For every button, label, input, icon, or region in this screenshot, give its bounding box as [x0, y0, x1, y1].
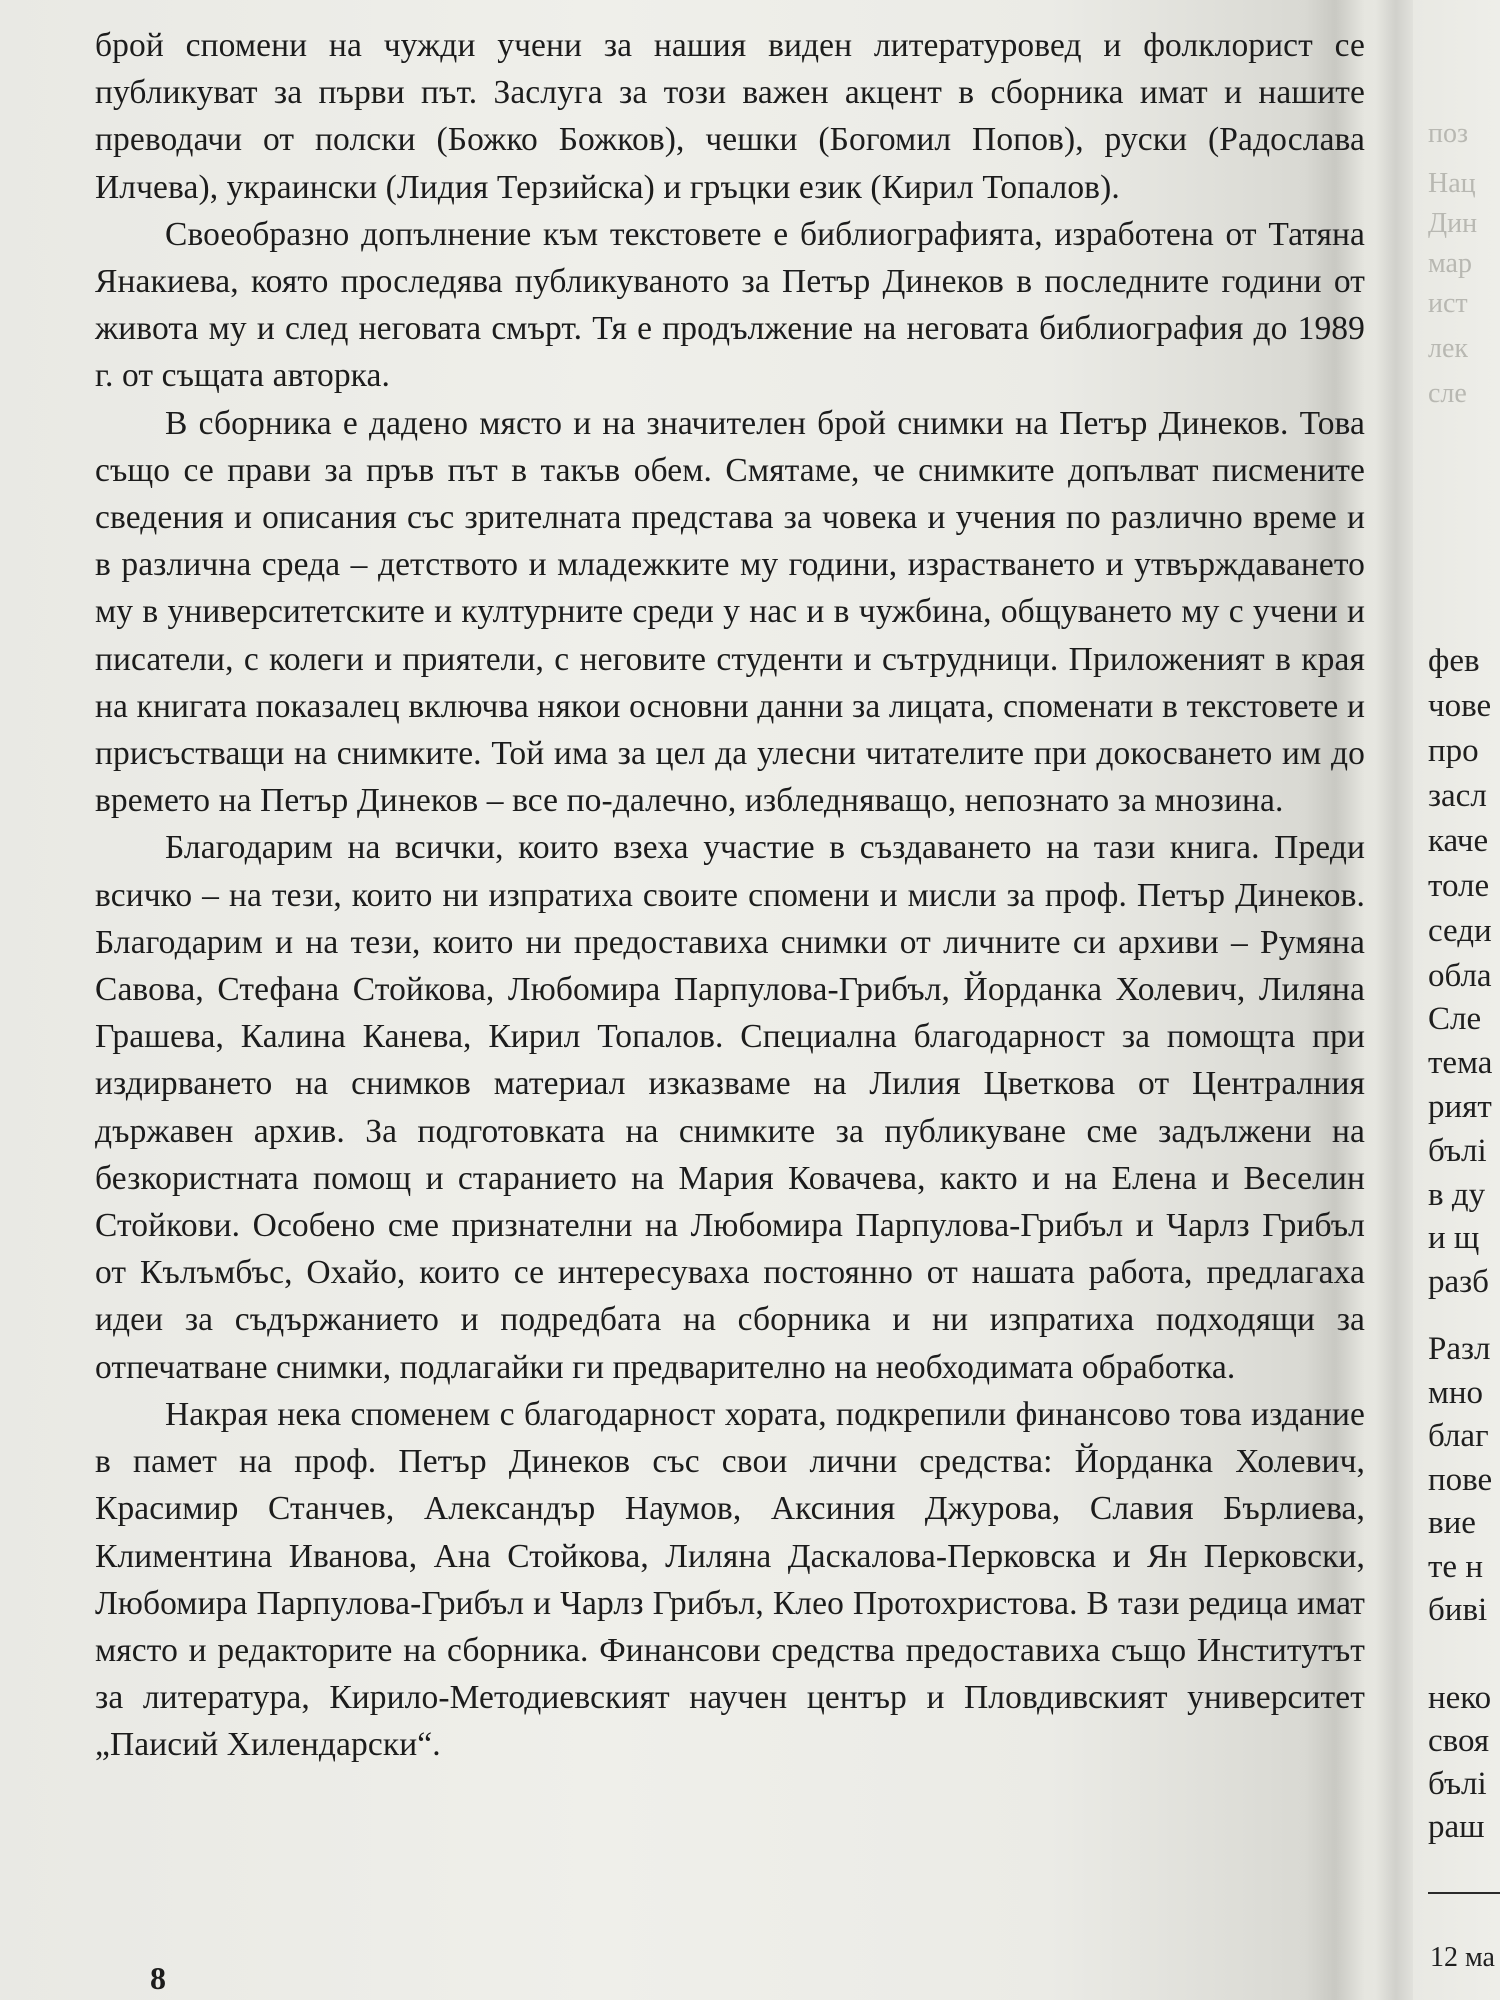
faded-fragment: Нац: [1428, 168, 1476, 199]
right-text-fragment: разб: [1428, 1264, 1489, 1300]
right-text-fragment: своя: [1428, 1723, 1490, 1759]
faded-fragment: Дин: [1428, 208, 1478, 239]
right-text-fragment: и щ: [1428, 1220, 1480, 1256]
right-text-fragment: рият: [1428, 1089, 1492, 1125]
right-text-fragment: каче: [1428, 823, 1489, 859]
right-text-fragment: чове: [1428, 688, 1492, 724]
right-text-fragment: засл: [1428, 778, 1487, 814]
right-text-fragment: биві: [1428, 1592, 1488, 1628]
faded-fragment: мар: [1428, 248, 1472, 279]
right-text-fragment: вие: [1428, 1505, 1476, 1541]
right-text-fragment: тема: [1428, 1045, 1493, 1081]
footnote-fragment: 12 ма: [1430, 1942, 1495, 1973]
paragraph-photographs: В сборника е дадено място и на значителен брой снимки на Петър Динеков. Това също се прави за пръв път в такъв обем. Смятаме, че снимките допълват писмените сведения и описания със зрителната представа за човека и учения по различно време и в различна среда – детството и младежките му години, израстването и утвърждаването му в университетските и културните среди у нас и в чужбина, общуването му с учени и писатели, с колеги и приятели, с неговите студенти и сътрудници. Приложеният в края на книгата показалец включва някои основни данни за лицата, споменати в текстовете и присъстващи на снимките. Той има за цел да улесни читателите при докосването им до времето на Петър Динеков – все по-далечно, избледняващо, непознато за мнозина.: [95, 404, 1365, 820]
right-text-fragment: мно: [1428, 1375, 1484, 1411]
right-text-fragment: про: [1428, 733, 1479, 769]
paragraph-bibliography: Своеобразно допълнение към текстовете е библиографията, изработена от Татяна Янакиева, която проследява публикуваното за Петър Динеков в последните години от живота му и след неговата смърт. Тя е продължение на неговата библиография до 1989 г. от същата авторка.: [95, 215, 1365, 395]
faded-fragment: сле: [1428, 378, 1467, 409]
right-text-fragment: в ду: [1428, 1177, 1486, 1213]
right-text-fragment: те н: [1428, 1549, 1483, 1585]
right-text-fragment: Сле: [1428, 1001, 1482, 1037]
right-text-fragment: пове: [1428, 1462, 1493, 1498]
right-text-fragment: неко: [1428, 1680, 1492, 1716]
left-page: [95, 22, 1365, 1982]
paragraph-continuation: брой спомени на чужди учени за нашия виден литературовед и фолклорист се публикуват за първи път. Заслуга за този важен акцент в сборника имат и нашите преводачи от полски (Божко Божков), чешки (Богомил Попов), руски (Радослава Илчева), украински (Лидия Терзийска) и гръцки език (Кирил Топалов).: [95, 27, 1365, 206]
page-number: 8: [150, 1960, 166, 1996]
paragraph-financial-support: Накрая нека споменем с благодарност хората, подкрепили финансово това издание в памет на проф. Петър Динеков със свои лични средства: Йорданка Холевич, Красимир Станчев, Александър Наумов, Аксиния Джурова, Славия Бърлиева, Климентина Иванова, Ана Стойкова, Лиляна Даскалова-Перковска и Ян Перковски, Любомира Парпулова-Грибъл и Чарлз Грибъл, Клео Протохристова. В тази редица имат място и редакторите на сборника. Финансови средства предоставиха също Институтът за литература, Кирило-Методиевският научен център и Пловдивският университет „Паисий Хилендарски“.: [95, 1395, 1365, 1764]
footnote-divider: [1428, 1892, 1500, 1894]
right-text-fragment: бълі: [1428, 1133, 1487, 1169]
right-text-fragment: бълі: [1428, 1766, 1487, 1802]
right-text-fragment: обла: [1428, 958, 1492, 994]
right-text-fragment: толе: [1428, 868, 1490, 904]
right-page-edge: [1428, 0, 1500, 2000]
faded-fragment: поз: [1428, 118, 1469, 149]
right-text-fragment: фев: [1428, 643, 1480, 679]
faded-fragment: лек: [1428, 333, 1469, 364]
faded-fragment: ист: [1428, 288, 1468, 319]
right-text-fragment: благ: [1428, 1418, 1489, 1454]
right-text-fragment: Разл: [1428, 1331, 1491, 1367]
book-gutter: [1375, 0, 1413, 2000]
right-text-fragment: седи: [1428, 913, 1492, 949]
paragraph-acknowledgements: Благодарим на всички, които взеха участие в създаването на тази книга. Преди всичко – на тези, които ни изпратиха своите спомени и мисли за проф. Петър Динеков. Благодарим и на тези, които ни предоставиха снимки от личните си архиви – Румяна Савова, Стефана Стойкова, Любомира Парпулова-Грибъл, Йорданка Холевич, Лиляна Грашева, Калина Канева, Кирил Топалов. Специална благодарност за помощта при издирването на снимков материал изказваме на Лилия Цветкова от Централния държавен архив. За подготовката на снимките за публикуване сме задължени на безкористната помощ и старанието на Мария Ковачева, както и на Елена и Веселин Стойкови. Особено сме признателни на Любомира Парпулова-Грибъл и Чарлз Грибъл от Кълъмбъс, Охайо, които се интересуваха постоянно от нашата работа, предлагаха идеи за съдържанието и подредбата на сборника и ни изпратиха подходящи за отпечатване снимки, подлагайки ги предварително на необходимата обработка.: [95, 829, 1365, 1386]
right-text-fragment: раш: [1428, 1809, 1485, 1845]
